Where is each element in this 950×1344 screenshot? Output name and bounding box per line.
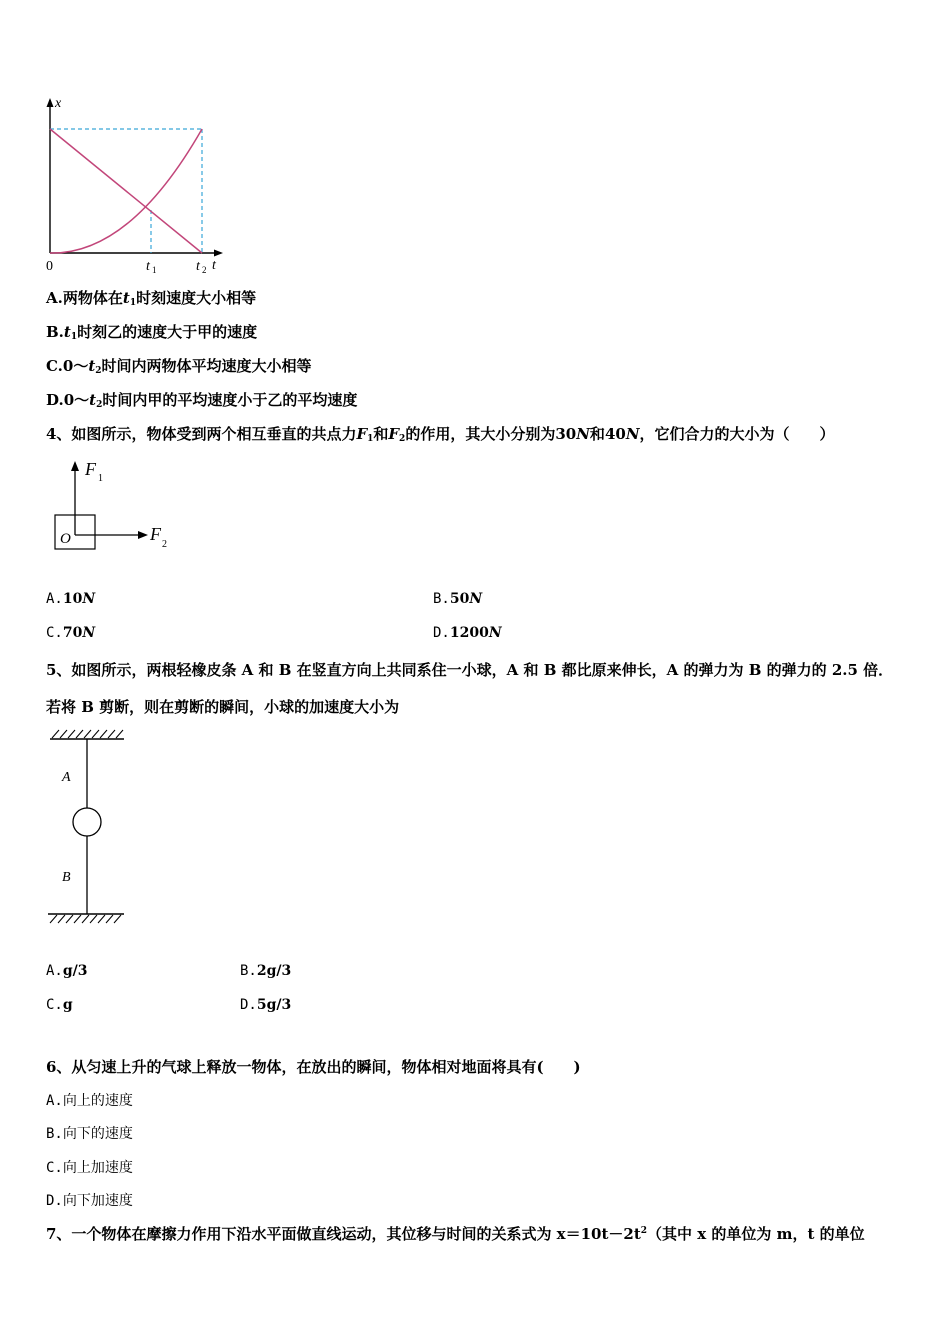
q7-stem: 7、一个物体在摩擦力作用下沿水平面做直线运动，其位移与时间的关系式为 $x=10t-2t^2$（其中 x 的单位为 m，t 的单位 xyxy=(46,1225,865,1243)
band-b-label: B xyxy=(62,870,71,885)
force-diagram xyxy=(48,455,188,560)
q5-stem-line1: 5、如图所示，两根轻橡皮条 A 和 B 在竖直方向上共同系住一小球，A 和 B 都比原来伸长，A 的弹力为 B 的弹力的 2.5 倍． xyxy=(46,661,894,679)
q5-stem-line2: 若将 B 剪断，则在剪断的瞬间，小球的加速度大小为 xyxy=(46,698,400,716)
q6-option-d: D.向下加速度 xyxy=(46,1193,133,1209)
line-jia xyxy=(50,129,202,253)
band-a-label: A xyxy=(62,770,71,785)
ball-spring-diagram xyxy=(44,728,134,928)
svg-text:2: 2 xyxy=(162,539,167,550)
origin-label: 0 xyxy=(46,259,53,274)
q4-option-b: B.50N xyxy=(433,591,483,607)
q3-option-b: $B.t_1$时刻乙的速度大于甲的速度 xyxy=(46,323,258,342)
t-axis-label: t xyxy=(212,258,216,273)
q4-option-d: D.1200N xyxy=(433,625,502,641)
q6-option-c: C.向上加速度 xyxy=(46,1160,133,1176)
q5-option-b: B.2g/3 xyxy=(240,963,292,979)
x-axis-label: x xyxy=(55,96,62,111)
svg-text:1: 1 xyxy=(98,473,103,484)
q5-option-d: D.5g/3 xyxy=(240,997,292,1013)
q5-option-c: C.g xyxy=(46,997,73,1013)
q5-option-a: A.g/3 xyxy=(46,963,88,979)
t1-label: t xyxy=(146,259,150,274)
q3-option-a: A.两物体在$t_1$时刻速度大小相等 xyxy=(46,289,257,308)
f1-label: F xyxy=(85,459,96,479)
f2-label: F xyxy=(150,524,161,544)
q4-option-a: A.10N xyxy=(46,591,96,607)
q6-stem: 6、从匀速上升的气球上释放一物体，在放出的瞬间，物体相对地面将具有( ) xyxy=(46,1058,581,1076)
ball xyxy=(73,808,101,836)
svg-text:1: 1 xyxy=(152,265,157,275)
q3-option-c: $C.0\sim t_2$时间内两物体平均速度大小相等 xyxy=(46,357,312,376)
q6-option-a: A.向上的速度 xyxy=(46,1093,133,1109)
t2-label: t xyxy=(196,259,200,274)
q6-option-b: B.向下的速度 xyxy=(46,1126,133,1142)
svg-text:2: 2 xyxy=(202,265,207,275)
o-label: O xyxy=(60,531,71,547)
q4-stem: 4、如图所示，物体受到两个相互垂直的共点力$F_1$和$F_2$的作用，其大小分别为30N和40N，它们合力的大小为（ ） xyxy=(46,425,835,444)
xt-graph xyxy=(40,95,240,280)
q3-option-d: $D.0\sim t_2$时间内甲的平均速度小于乙的平均速度 xyxy=(46,391,358,410)
q4-option-c: C.70N xyxy=(46,625,96,641)
